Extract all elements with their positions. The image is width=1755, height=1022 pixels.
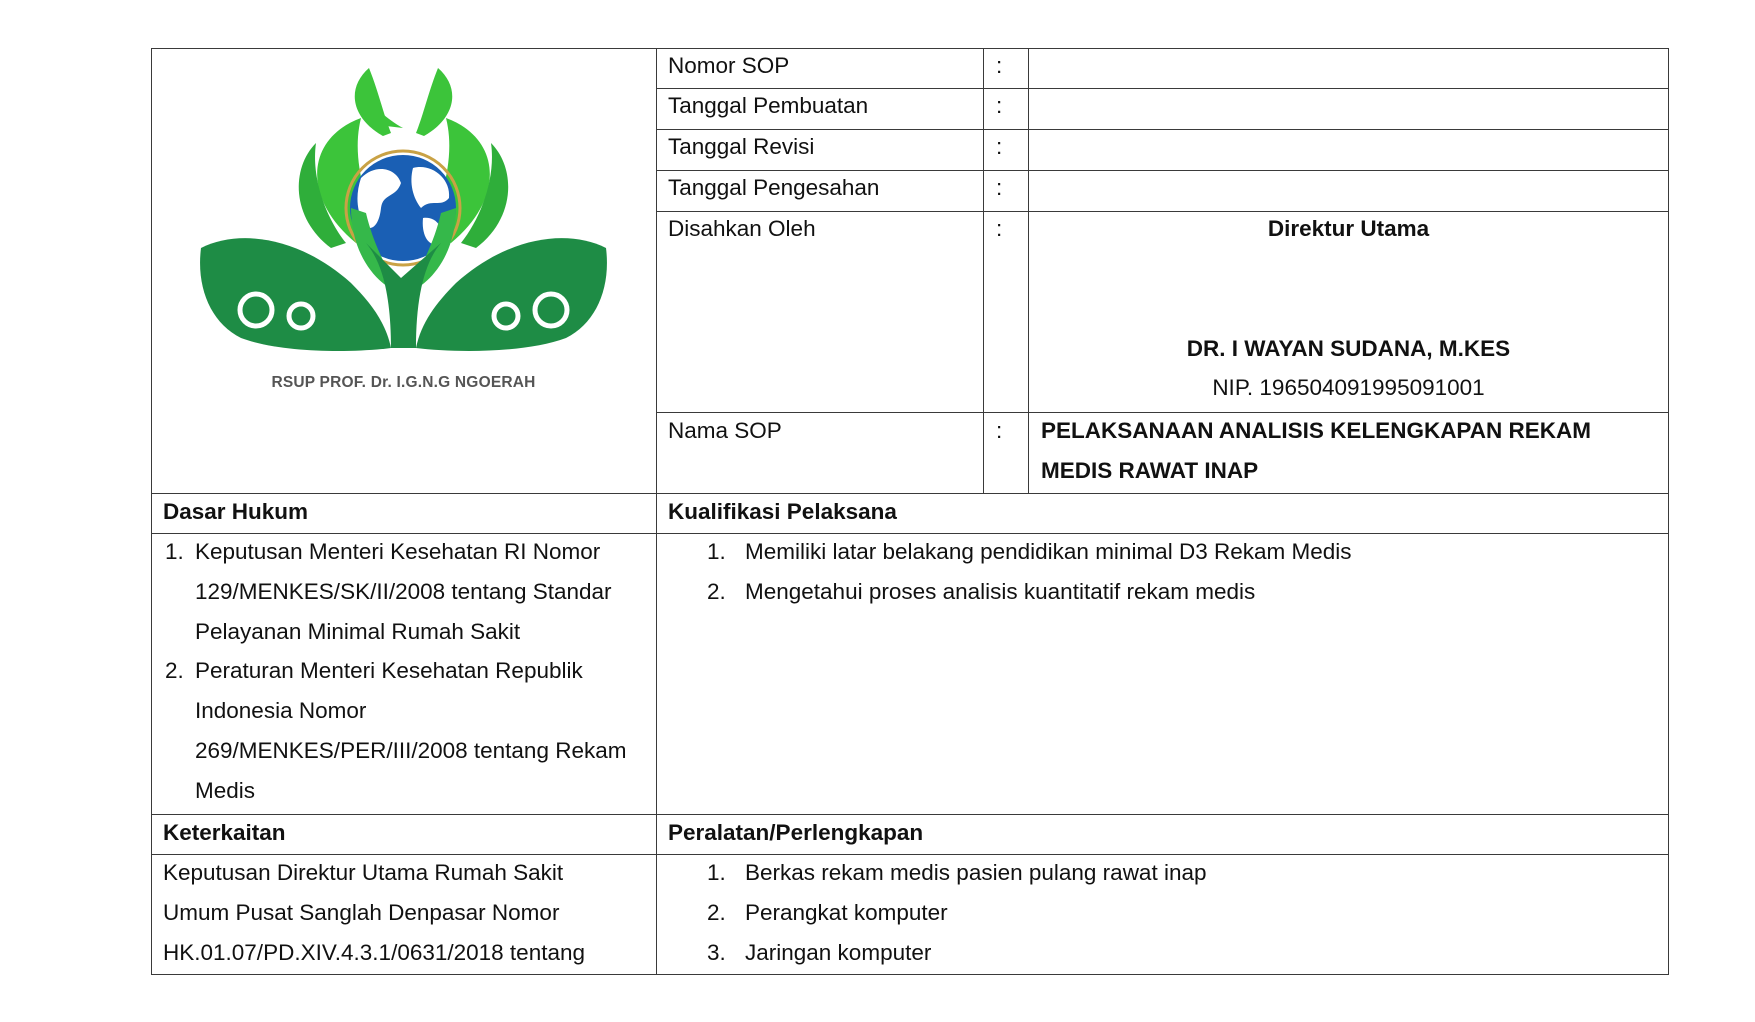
column-divider-colon [1028, 48, 1029, 493]
list-item-line: 269/MENKES/PER/III/2008 tentang Rekam [195, 738, 627, 763]
keterkaitan-line: Umum Pusat Sanglah Denpasar Nomor [163, 900, 560, 925]
keterkaitan-line: HK.01.07/PD.XIV.4.3.1/0631/2018 tentang [163, 940, 585, 965]
label-tanggal-pengesahan: Tanggal Pengesahan [668, 175, 880, 200]
sop-document [151, 48, 1669, 975]
table-border-bottom [151, 974, 1669, 975]
list-number: 1. [707, 860, 726, 885]
colon: : [996, 93, 1003, 118]
approver-position: Direktur Utama [1267, 216, 1430, 241]
row-divider [151, 493, 1669, 494]
label-nama-sop: Nama SOP [668, 418, 782, 443]
list-number: 1. [707, 539, 726, 564]
colon: : [996, 216, 1003, 241]
hospital-emblem-icon [151, 48, 656, 378]
colon: : [996, 175, 1003, 200]
list-number: 1. [165, 539, 184, 564]
colon: : [996, 418, 1003, 443]
colon: : [996, 53, 1003, 78]
sop-title-line: PELAKSANAAN ANALISIS KELENGKAPAN REKAM [1041, 418, 1592, 443]
column-divider-label [983, 48, 984, 493]
list-item-line: Keputusan Menteri Kesehatan RI Nomor [195, 539, 601, 564]
list-item: Memiliki latar belakang pendidikan minimal D3 Rekam Medis [745, 539, 1352, 564]
list-item-line: Medis [195, 778, 256, 803]
list-item-line: Pelayanan Minimal Rumah Sakit [195, 619, 521, 644]
list-number: 2. [707, 579, 726, 604]
section-title-dasar-hukum: Dasar Hukum [163, 499, 309, 524]
section-title-keterkaitan: Keterkaitan [163, 820, 286, 845]
list-item-line: Peraturan Menteri Kesehatan Republik [195, 658, 583, 683]
table-border-right [1668, 48, 1669, 975]
list-item-line: 129/MENKES/SK/II/2008 tentang Standar [195, 579, 612, 604]
colon: : [996, 134, 1003, 159]
label-disahkan-oleh: Disahkan Oleh [668, 216, 816, 241]
list-item: Berkas rekam medis pasien pulang rawat inap [745, 860, 1207, 885]
sop-title-line: MEDIS RAWAT INAP [1041, 458, 1259, 483]
logo-caption: RSUP PROF. Dr. I.G.N.G NGOERAH [271, 374, 536, 391]
approver-name: DR. I WAYAN SUDANA, M.KES [1186, 336, 1511, 361]
hospital-logo [151, 48, 656, 493]
section-title-peralatan: Peralatan/Perlengkapan [668, 820, 924, 845]
list-number: 2. [707, 900, 726, 925]
section-title-kualifikasi: Kualifikasi Pelaksana [668, 499, 897, 524]
list-number: 2. [165, 658, 184, 683]
label-nomor-sop: Nomor SOP [668, 53, 790, 78]
label-tanggal-revisi: Tanggal Revisi [668, 134, 815, 159]
list-item-line: Indonesia Nomor [195, 698, 367, 723]
approver-nip: NIP. 196504091995091001 [1212, 375, 1485, 400]
list-item: Perangkat komputer [745, 900, 948, 925]
label-tanggal-pembuatan: Tanggal Pembuatan [668, 93, 869, 118]
column-divider-main [656, 48, 657, 975]
list-item: Jaringan komputer [745, 940, 932, 965]
list-item: Mengetahui proses analisis kuantitatif rekam medis [745, 579, 1256, 604]
list-number: 3. [707, 940, 726, 965]
keterkaitan-line: Keputusan Direktur Utama Rumah Sakit [163, 860, 564, 885]
